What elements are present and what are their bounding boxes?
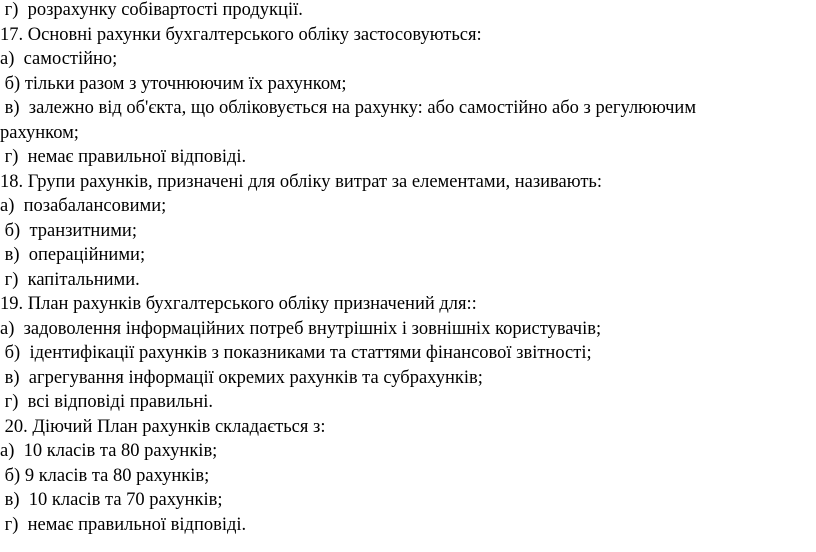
answer-line-17g: г) немає правильної відповіді. (0, 147, 247, 167)
answer-line-18b: б) транзитними; (0, 220, 137, 241)
answer-line-20v: в) 10 класів та 70 рахунків; (0, 490, 223, 510)
answer-line-19a: а) задоволення інформаційних потреб внутрішніх і зовнішніх користувачів; (0, 318, 602, 339)
answer-line-16g: г) розрахунку собівартості продукції. (0, 0, 303, 20)
question-18-line: 18. Групи рахунків, призначені для обліку витрат за елементами, називають: (0, 171, 602, 192)
question-19-line: 19. План рахунків бухгалтерського обліку призначений для:: (0, 294, 477, 314)
question-20-line: 20. Діючий План рахунків складається з: (0, 416, 326, 437)
answer-line-19v: в) агрегування інформації окремих рахунків та субрахунків; (0, 367, 483, 388)
question-17-line: 17. Основні рахунки бухгалтерського обліку застосовуються: (0, 24, 482, 45)
answer-line-18a: а) позабалансовими; (0, 196, 167, 216)
answer-line-20g: г) немає правильної відповіді. (0, 514, 247, 535)
answer-line-19g: г) всі відповіді правильні. (0, 392, 214, 412)
answer-line-19b: б) ідентифікації рахунків з показниками та статтями фінансової звітності; (0, 343, 592, 363)
answer-line-20a: а) 10 класів та 80 рахунків; (0, 441, 218, 461)
answer-line-20b: б) 9 класів та 80 рахунків; (0, 465, 210, 486)
answer-line-17b: б) тільки разом з уточнюючим їх рахунком; (0, 73, 347, 94)
answer-line-18g: г) капітальними. (0, 269, 140, 290)
answer-line-17v-continued: рахунком; (0, 122, 79, 143)
answer-line-17v: в) залежно від об'єкта, що обліковується на рахунку: або самостійно або з регулюючим (0, 98, 697, 118)
answer-line-17a: а) самостійно; (0, 49, 118, 69)
answer-line-18v: в) операційними; (0, 245, 146, 265)
